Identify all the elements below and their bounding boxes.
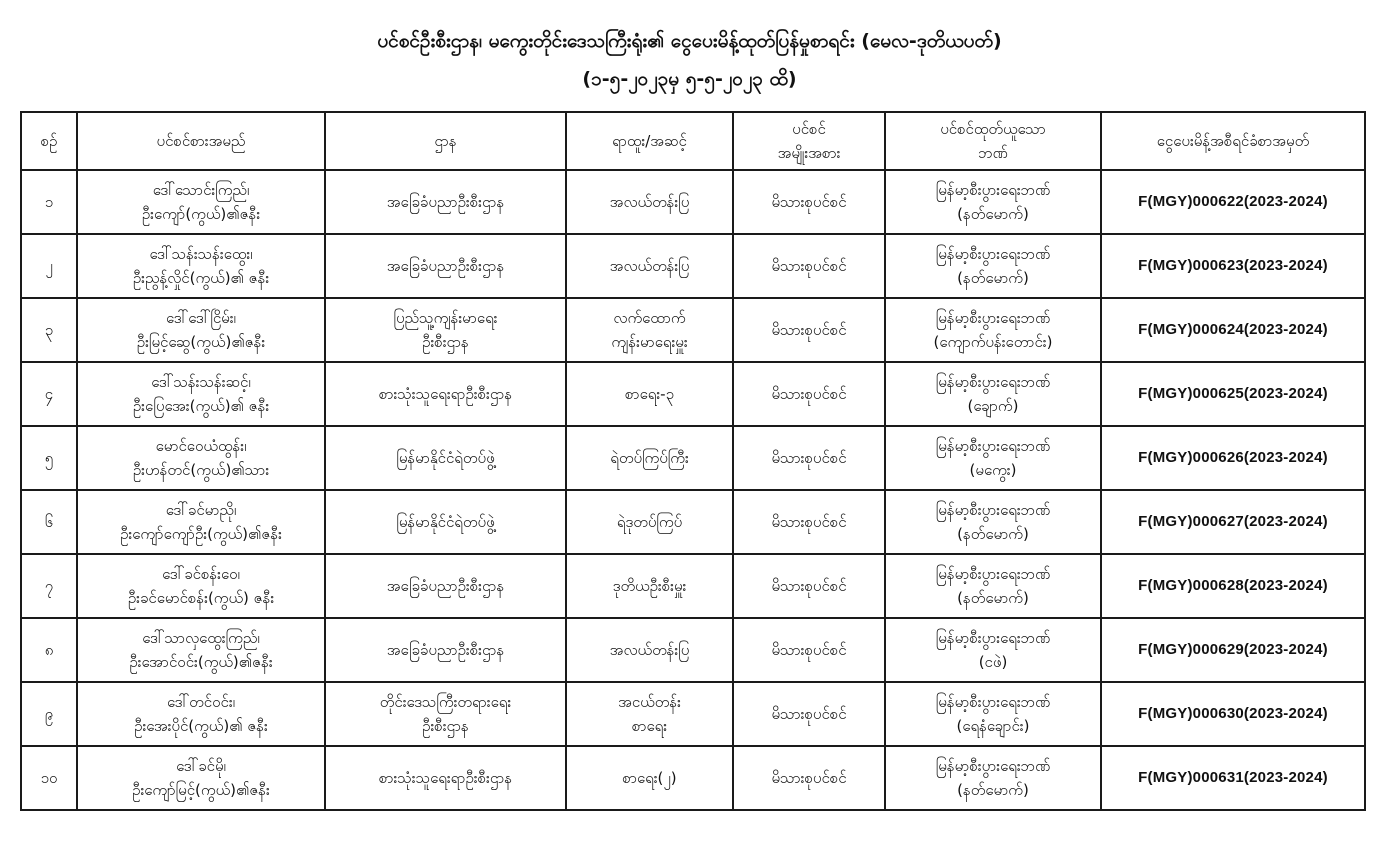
dept-text: အခြေခံပညာဦးစီးဌာန bbox=[386, 577, 505, 595]
bank-text: မြန်မာ့စီးပွားရေးဘဏ် bbox=[935, 181, 1051, 199]
table-row bbox=[21, 490, 1365, 554]
rank-cell bbox=[566, 746, 733, 810]
dept-text: အခြေခံပညာဦးစီးဌာန bbox=[386, 641, 505, 659]
rank-cell bbox=[566, 682, 733, 746]
type-text: မိသားစုပင်စင် bbox=[771, 641, 847, 659]
table-row bbox=[21, 554, 1365, 618]
column-header-text: ရာထူး/အဆင့် bbox=[612, 132, 687, 150]
report-number-cell: F(MGY)000630(2023-2024) bbox=[1101, 682, 1365, 746]
name-text: ဦးကျော်(ကွယ်)၏ဇနီး bbox=[141, 205, 261, 223]
report-number-cell: F(MGY)000623(2023-2024) bbox=[1101, 234, 1365, 298]
bank-cell bbox=[885, 362, 1101, 426]
rank-text: လက်ထောက် bbox=[613, 309, 686, 327]
type-cell bbox=[733, 170, 885, 234]
table-body bbox=[21, 170, 1365, 810]
type-cell bbox=[733, 298, 885, 362]
column-header-text: ပင်စင်စားအမည် bbox=[156, 132, 246, 150]
bank-cell bbox=[885, 746, 1101, 810]
bank-cell bbox=[885, 234, 1101, 298]
column-header-bank bbox=[885, 112, 1101, 170]
rank-text: ရဲဒုတပ်ကြပ် bbox=[616, 513, 683, 531]
bank-cell bbox=[885, 618, 1101, 682]
bank-text: မြန်မာ့စီးပွားရေးဘဏ် bbox=[935, 373, 1051, 391]
type-text: မိသားစုပင်စင် bbox=[771, 577, 847, 595]
bank-text: မြန်မာ့စီးပွားရေးဘဏ် bbox=[935, 309, 1051, 327]
column-header-text: ဘဏ် bbox=[978, 144, 1008, 162]
rank-text: ရဲတပ်ကြပ်ကြီး bbox=[610, 449, 689, 467]
name-text: ဦးမြင့်ဆွေ(ကွယ်)၏ဇနီး bbox=[136, 333, 266, 351]
name-text: ဦးညွန့်လှိုင်(ကွယ်)၏ ဇနီး bbox=[132, 269, 270, 287]
dept-text: ဦးစီးဌာန bbox=[422, 333, 469, 351]
row-number-cell: ၁ bbox=[21, 170, 77, 234]
name-text: ဦးကျော်ကျော်ဦး(ကွယ်)၏ဇနီး bbox=[120, 525, 282, 543]
dept-cell bbox=[325, 426, 566, 490]
name-text: ဦးကျော်မြင့်(ကွယ်)၏ဇနီး bbox=[132, 781, 270, 799]
dept-text: တိုင်းဒေသကြီးတရားရေး bbox=[379, 693, 512, 711]
name-cell bbox=[77, 362, 325, 426]
type-cell bbox=[733, 362, 885, 426]
report-number-cell: F(MGY)000628(2023-2024) bbox=[1101, 554, 1365, 618]
dept-cell bbox=[325, 234, 566, 298]
column-header-reg bbox=[1101, 112, 1365, 170]
column-header-text: ငွေပေးမိန့်အစီရင်ခံစာအမှတ် bbox=[1156, 132, 1310, 150]
type-text: မိသားစုပင်စင် bbox=[771, 705, 847, 723]
report-number-cell: F(MGY)000631(2023-2024) bbox=[1101, 746, 1365, 810]
table-row bbox=[21, 170, 1365, 234]
row-number-cell: ၁၀ bbox=[21, 746, 77, 810]
name-cell bbox=[77, 426, 325, 490]
date-range-subtitle: (၁-၅-၂၀၂၃မှ ၅-၅-၂၀၂၃ ထိ) bbox=[582, 68, 797, 90]
rank-cell bbox=[566, 554, 733, 618]
rank-cell bbox=[566, 362, 733, 426]
document-header bbox=[0, 22, 1379, 98]
bank-text: မြန်မာ့စီးပွားရေးဘဏ် bbox=[935, 565, 1051, 583]
dept-text: အခြေခံပညာဦးစီးဌာန bbox=[386, 257, 505, 275]
table-header-row bbox=[21, 112, 1365, 170]
type-text: မိသားစုပင်စင် bbox=[771, 449, 847, 467]
bank-text: (နတ်မောက်) bbox=[957, 589, 1029, 607]
rank-text: စာရေး-၃ bbox=[624, 385, 675, 403]
table-row bbox=[21, 426, 1365, 490]
bank-text: (နတ်မောက်) bbox=[957, 205, 1029, 223]
type-cell bbox=[733, 426, 885, 490]
report-number-cell: F(MGY)000622(2023-2024) bbox=[1101, 170, 1365, 234]
bank-text: မြန်မာ့စီးပွားရေးဘဏ် bbox=[935, 437, 1051, 455]
type-cell bbox=[733, 618, 885, 682]
rank-text: ကျန်းမာရေးမှူး bbox=[611, 333, 688, 351]
bank-text: (နတ်မောက်) bbox=[957, 269, 1029, 287]
bank-text: မြန်မာ့စီးပွားရေးဘဏ် bbox=[935, 693, 1051, 711]
dept-cell bbox=[325, 298, 566, 362]
type-text: မိသားစုပင်စင် bbox=[771, 769, 847, 787]
dept-cell bbox=[325, 746, 566, 810]
type-cell bbox=[733, 746, 885, 810]
rank-text: အလယ်တန်းပြ bbox=[609, 257, 690, 275]
bank-cell bbox=[885, 490, 1101, 554]
rank-cell bbox=[566, 490, 733, 554]
bank-cell bbox=[885, 682, 1101, 746]
name-text: ဒေါ်ခင်စန်းဝေ၊ bbox=[162, 565, 240, 583]
name-text: ဒေါ်တင်ဝင်း၊ bbox=[167, 693, 235, 711]
name-text: ဦးပြေအေး(ကွယ်)၏ ဇနီး bbox=[132, 397, 270, 415]
report-number-cell: F(MGY)000625(2023-2024) bbox=[1101, 362, 1365, 426]
dept-cell bbox=[325, 490, 566, 554]
bank-text: (ကျောက်ပန်းတောင်း) bbox=[933, 333, 1053, 351]
report-number-cell: F(MGY)000627(2023-2024) bbox=[1101, 490, 1365, 554]
name-text: ဒေါ်သောင်းကြည်၊ bbox=[152, 181, 250, 199]
bank-text: မြန်မာ့စီးပွားရေးဘဏ် bbox=[935, 757, 1051, 775]
report-number-cell: F(MGY)000624(2023-2024) bbox=[1101, 298, 1365, 362]
rank-text: အလယ်တန်းပြ bbox=[609, 641, 690, 659]
bank-cell bbox=[885, 426, 1101, 490]
dept-cell bbox=[325, 362, 566, 426]
type-cell bbox=[733, 234, 885, 298]
name-cell bbox=[77, 170, 325, 234]
dept-text: စားသုံးသူရေးရာဦးစီးဌာန bbox=[378, 769, 513, 787]
name-text: ဦးအေးပိုင်(ကွယ်)၏ ဇနီး bbox=[134, 717, 268, 735]
row-number-cell: ၃ bbox=[21, 298, 77, 362]
name-text: ဒေါ်သာလှထွေးကြည်၊ bbox=[142, 629, 260, 647]
name-cell bbox=[77, 618, 325, 682]
column-header-no bbox=[21, 112, 77, 170]
table-row bbox=[21, 618, 1365, 682]
rank-cell bbox=[566, 298, 733, 362]
name-text: ဒေါ်သန်းသန်းဆင့်၊ bbox=[151, 373, 251, 391]
name-text: ဒေါ်ခင်မာညို၊ bbox=[165, 501, 237, 519]
type-text: မိသားစုပင်စင် bbox=[771, 385, 847, 403]
name-cell bbox=[77, 490, 325, 554]
table-row bbox=[21, 746, 1365, 810]
dept-cell bbox=[325, 554, 566, 618]
bank-text: မြန်မာ့စီးပွားရေးဘဏ် bbox=[935, 629, 1051, 647]
bank-text: မြန်မာ့စီးပွားရေးဘဏ် bbox=[935, 245, 1051, 263]
column-header-text: စဉ် bbox=[40, 132, 58, 150]
rank-text: စာရေး(၂) bbox=[622, 769, 677, 787]
dept-text: အခြေခံပညာဦးစီးဌာန bbox=[386, 193, 505, 211]
name-cell bbox=[77, 554, 325, 618]
column-header-name bbox=[77, 112, 325, 170]
bank-text: (မကွေး) bbox=[969, 461, 1017, 479]
report-number-cell: F(MGY)000629(2023-2024) bbox=[1101, 618, 1365, 682]
name-cell bbox=[77, 298, 325, 362]
bank-text: (ချောက်) bbox=[967, 397, 1019, 415]
row-number-cell: ၆ bbox=[21, 490, 77, 554]
rank-text: အလယ်တန်းပြ bbox=[609, 193, 690, 211]
name-cell bbox=[77, 746, 325, 810]
row-number-cell: ၄ bbox=[21, 362, 77, 426]
name-text: ဒေါ်သန်းသန်းထွေး၊ bbox=[149, 245, 253, 263]
column-header-text: ပင်စင် bbox=[792, 120, 826, 138]
rank-cell bbox=[566, 234, 733, 298]
row-number-cell: ၉ bbox=[21, 682, 77, 746]
column-header-text: ဌာန bbox=[434, 132, 457, 150]
row-number-cell: ၅ bbox=[21, 426, 77, 490]
dept-cell bbox=[325, 618, 566, 682]
name-text: ဒေါ်ဒေါ်ငြိမ်း၊ bbox=[166, 309, 236, 327]
name-cell bbox=[77, 234, 325, 298]
name-cell bbox=[77, 682, 325, 746]
dept-text: စားသုံးသူရေးရာဦးစီးဌာန bbox=[378, 385, 513, 403]
name-text: မောင်ဝေယံထွန်း၊ bbox=[155, 437, 247, 455]
bank-cell bbox=[885, 554, 1101, 618]
type-cell bbox=[733, 554, 885, 618]
type-cell bbox=[733, 490, 885, 554]
table-row bbox=[21, 298, 1365, 362]
column-header-text: ပင်စင်ထုတ်ယူသော bbox=[940, 120, 1046, 138]
name-text: ဦးဟန်တင်(ကွယ်)၏သား bbox=[132, 461, 270, 479]
type-text: မိသားစုပင်စင် bbox=[771, 193, 847, 211]
type-text: မိသားစုပင်စင် bbox=[771, 321, 847, 339]
rank-cell bbox=[566, 170, 733, 234]
bank-cell bbox=[885, 170, 1101, 234]
row-number-cell: ၂ bbox=[21, 234, 77, 298]
type-cell bbox=[733, 682, 885, 746]
dept-cell bbox=[325, 682, 566, 746]
rank-text: အငယ်တန်း bbox=[618, 693, 681, 711]
rank-cell bbox=[566, 618, 733, 682]
bank-text: မြန်မာ့စီးပွားရေးဘဏ် bbox=[935, 501, 1051, 519]
name-text: ဦးခင်မောင်စန်း(ကွယ်) ဇနီး bbox=[127, 589, 275, 607]
dept-text: မြန်မာနိုင်ငံရဲတပ်ဖွဲ့ bbox=[396, 513, 495, 531]
row-number-cell: ၈ bbox=[21, 618, 77, 682]
row-number-cell: ၇ bbox=[21, 554, 77, 618]
dept-text: ပြည်သူ့ကျန်းမာရေး bbox=[393, 309, 498, 327]
report-number-cell: F(MGY)000626(2023-2024) bbox=[1101, 426, 1365, 490]
bank-text: (ရေနံချောင်း) bbox=[956, 717, 1030, 735]
type-text: မိသားစုပင်စင် bbox=[771, 257, 847, 275]
type-text: မိသားစုပင်စင် bbox=[771, 513, 847, 531]
table-row bbox=[21, 234, 1365, 298]
column-header-text: အမျိုးအစား bbox=[777, 144, 841, 162]
name-text: ဦးအောင်ဝင်း(ကွယ်)၏ဇနီး bbox=[129, 653, 273, 671]
rank-text: ဒုတိယဦးစီးမှူး bbox=[612, 577, 687, 595]
column-header-dept bbox=[325, 112, 566, 170]
table-row bbox=[21, 682, 1365, 746]
pension-list-table bbox=[20, 111, 1366, 811]
dept-text: မြန်မာနိုင်ငံရဲတပ်ဖွဲ့ bbox=[396, 449, 495, 467]
name-text: ဒေါ်ခင်မို၊ bbox=[176, 757, 226, 775]
rank-cell bbox=[566, 426, 733, 490]
document-title: ပင်စင်ဦးစီးဌာန၊ မကွေးတိုင်းဒေသကြီးရုံး၏ ငွေပေးမိန့်ထုတ်ပြန်မှုစာရင်း (မေလ-ဒုတိယပတ်) bbox=[377, 30, 1002, 52]
bank-text: (ငဖဲ) bbox=[978, 653, 1008, 671]
rank-text: စာရေး bbox=[631, 717, 668, 735]
dept-cell bbox=[325, 170, 566, 234]
dept-text: ဦးစီးဌာန bbox=[422, 717, 469, 735]
column-header-rank bbox=[566, 112, 733, 170]
bank-text: (နတ်မောက်) bbox=[957, 781, 1029, 799]
column-header-type bbox=[733, 112, 885, 170]
bank-text: (နတ်မောက်) bbox=[957, 525, 1029, 543]
table-row bbox=[21, 362, 1365, 426]
bank-cell bbox=[885, 298, 1101, 362]
